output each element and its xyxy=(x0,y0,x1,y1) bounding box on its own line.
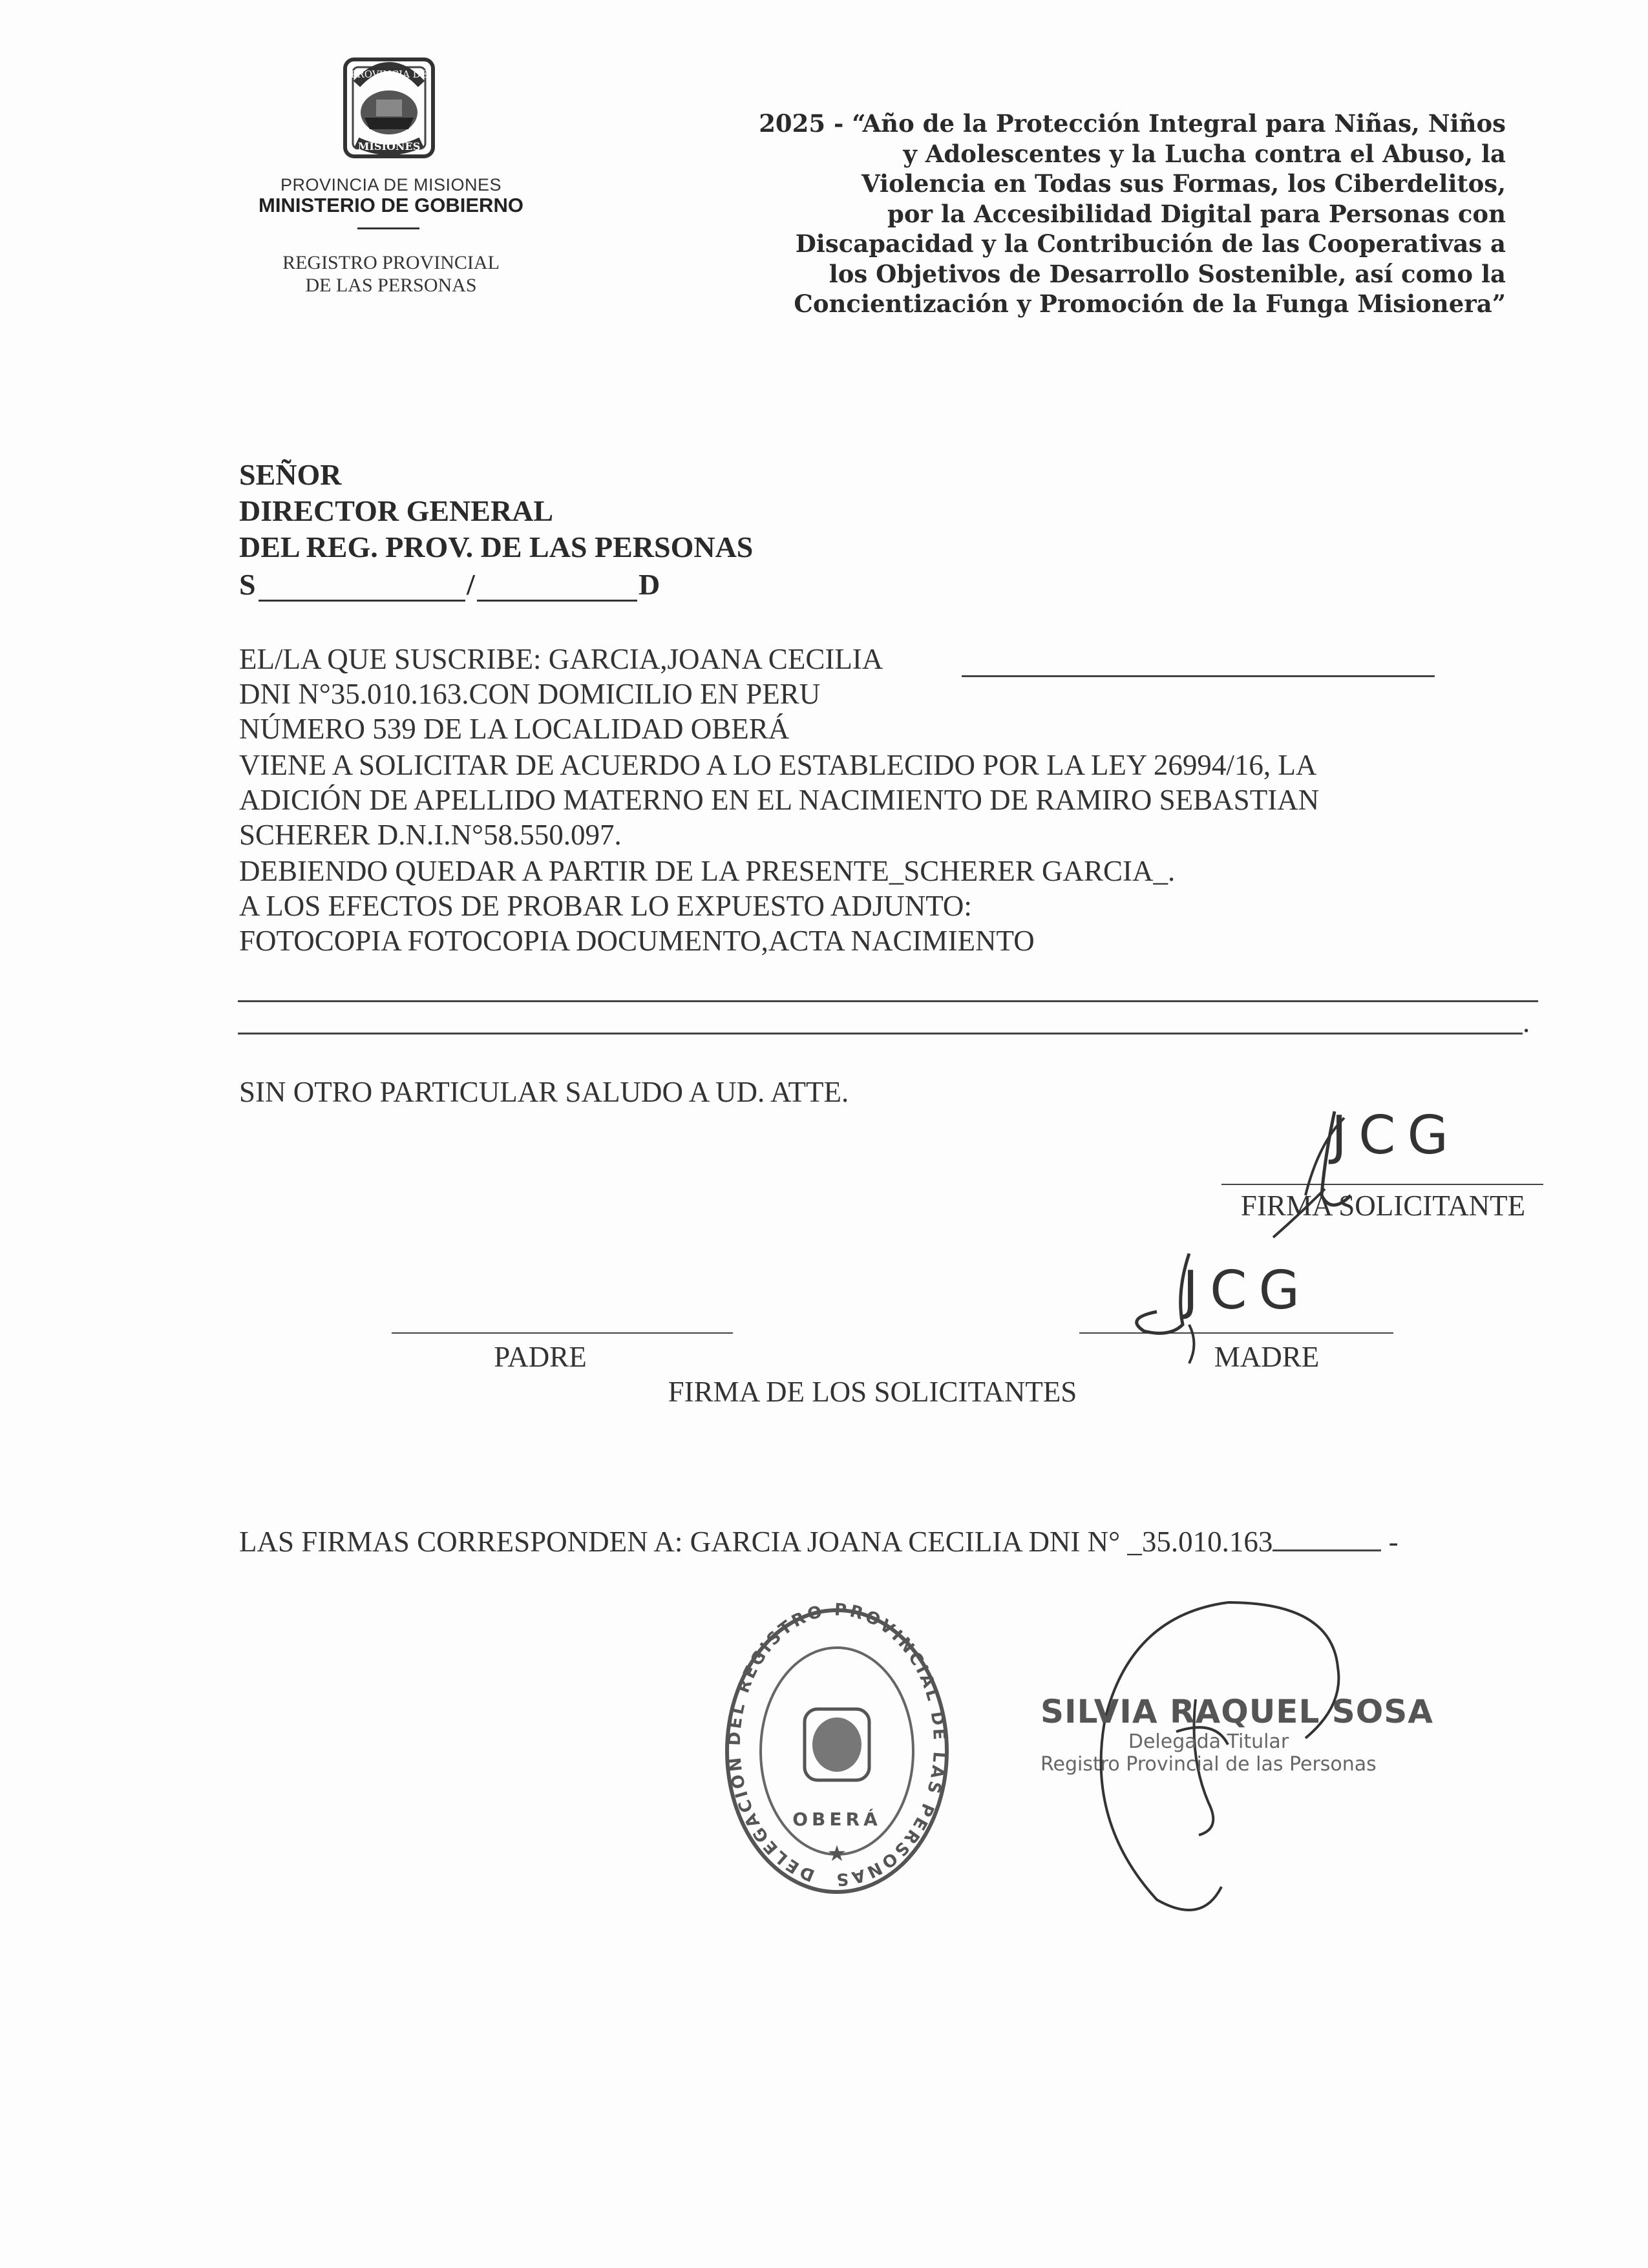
motto-line: por la Accesibilidad Digital para Personas con xyxy=(887,199,1506,228)
motto-line: Discapacidad y la Contribución de las Cooperativas a xyxy=(795,229,1506,258)
registry-seal-stamp xyxy=(717,1602,956,1900)
body-line-request: VIENE A SOLICITAR DE ACUERDO A LO ESTABLECIDO POR LA LEY 26994/16, LA xyxy=(239,749,1317,781)
body-line-dni: DNI N°35.010.163.CON DOMICILIO EN PERU xyxy=(239,678,821,710)
joint-signatures-label: FIRMA DE LOS SOLICITANTES xyxy=(668,1376,1077,1408)
crest-text-top: PROVINCIA DE xyxy=(350,68,428,80)
crest-text-bottom: MISIONES xyxy=(357,140,421,152)
sd-slash: / xyxy=(467,568,475,601)
signatures-correspond xyxy=(239,1525,1399,1559)
official-stamp xyxy=(1041,1693,1441,1776)
motto-line: Violencia en Todas sus Formas, los Ciberdelitos, xyxy=(861,169,1506,198)
addressee-position: DIRECTOR GENERAL xyxy=(239,494,554,527)
signatures-correspond-suffix: - xyxy=(1381,1526,1399,1558)
subscriber-blank xyxy=(962,675,1435,677)
signatures-correspond-text: LAS FIRMAS CORRESPONDEN A: GARCIA JOANA CECILIA DNI N° _35.010.163 xyxy=(239,1526,1273,1558)
registry-name-line1: REGISTRO PROVINCIAL xyxy=(282,252,500,273)
mother-label: MADRE xyxy=(1214,1341,1320,1373)
blank-line-dot: . xyxy=(1523,1006,1530,1038)
applicant-initials: JCG xyxy=(1331,1105,1460,1166)
mother-initials: JCG xyxy=(1183,1260,1311,1321)
body-line-attachments: FOTOCOPIA FOTOCOPIA DOCUMENTO,ACTA NACIMIENTO xyxy=(239,925,1035,957)
addressee-office: DEL REG. PROV. DE LAS PERSONAS xyxy=(239,530,754,563)
official-role: Delegada Titular xyxy=(1128,1730,1289,1753)
sd-d: D xyxy=(639,568,660,601)
body-line-subscriber: EL/LA QUE SUSCRIBE: GARCIA,JOANA CECILIA xyxy=(239,643,883,675)
father-signature-line xyxy=(392,1332,733,1334)
blank-line-1 xyxy=(238,1000,1538,1002)
official-organization: Registro Provincial de las Personas xyxy=(1041,1753,1377,1776)
body-line-result-name: DEBIENDO QUEDAR A PARTIR DE LA PRESENTE_SCHERER GARCIA_. xyxy=(239,855,1176,887)
motto-line: Concientización y Promoción de la Funga Misionera” xyxy=(794,289,1506,318)
body-line-addition: ADICIÓN DE APELLIDO MATERNO EN EL NACIMIENTO DE RAMIRO SEBASTIAN xyxy=(239,784,1320,816)
province-crest-icon xyxy=(331,53,447,167)
body-line-address: NÚMERO 539 DE LA LOCALIDAD OBERÁ xyxy=(239,713,790,745)
motto-line: 2025 - “Año de la Protección Integral para Niñas, Niños xyxy=(759,109,1506,138)
correspond-blank xyxy=(1273,1528,1381,1551)
seal-star-icon: ★ xyxy=(827,1842,847,1866)
blank-line-2 xyxy=(238,1033,1523,1034)
motto-line: y Adolescentes y la Lucha contra el Abuso, la xyxy=(903,139,1506,168)
seal-ring-text: DELEGACION DEL REGISTRO PROVINCIAL DE LAS PERSONAS xyxy=(724,1602,949,1889)
sd-s: S xyxy=(239,568,256,601)
motto-line: los Objetivos de Desarrollo Sostenible, así como la xyxy=(829,259,1506,288)
official-name: SILVIA RAQUEL SOSA xyxy=(1041,1693,1433,1730)
applicant-signature-label: FIRMA SOLICITANTE xyxy=(1240,1190,1526,1222)
body-line-dni-child: SCHERER D.N.I.N°58.550.097. xyxy=(239,819,622,851)
year-motto xyxy=(711,109,1506,319)
seal-city: OBERÁ xyxy=(792,1809,882,1830)
registry-name-line2: DE LAS PERSONAS xyxy=(305,275,477,296)
closing-greeting: SIN OTRO PARTICULAR SALUDO A UD. ATTE. xyxy=(239,1076,849,1108)
father-label: PADRE xyxy=(494,1341,587,1373)
header-divider xyxy=(357,227,419,229)
province-name: PROVINCIA DE MISIONES xyxy=(280,175,502,194)
body-line-evidence: A LOS EFECTOS DE PROBAR LO EXPUESTO ADJUNTO: xyxy=(239,890,972,922)
sd-blank-2 xyxy=(477,600,637,602)
sd-blank-1 xyxy=(259,600,465,602)
ministry-name: MINISTERIO DE GOBIERNO xyxy=(259,194,523,216)
addressee-title: SEÑOR xyxy=(239,458,342,491)
